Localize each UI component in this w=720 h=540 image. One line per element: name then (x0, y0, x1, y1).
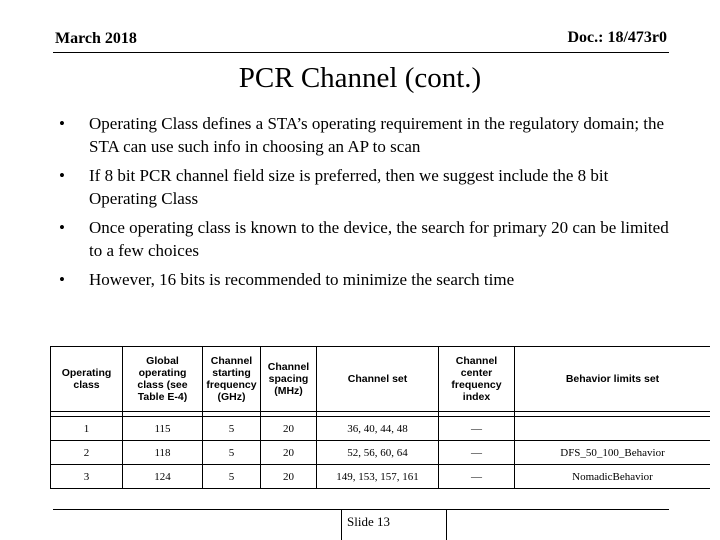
slide-number: Slide 13 (347, 514, 390, 529)
slide-title: PCR Channel (cont.) (238, 62, 482, 94)
table-cell: 115 (123, 417, 203, 441)
header-cell: Global operating class (see Table E-4) (123, 347, 203, 412)
header-cell: Channel set (317, 347, 439, 412)
header-cell: Behavior limits set (515, 347, 711, 412)
table-cell: 124 (123, 465, 203, 489)
header-rule (53, 52, 669, 53)
table-cell: 20 (261, 417, 317, 441)
table-cell: DFS_50_100_Behavior (515, 441, 711, 465)
bullet-item: • However, 16 bits is recommended to minimize the search time (55, 268, 675, 291)
table-row (51, 441, 711, 465)
table-cell: 5 (203, 417, 261, 441)
header-date: March 2018 (55, 30, 137, 47)
table-cell: 5 (203, 465, 261, 489)
header-cell: Channel spacing (MHz) (261, 347, 317, 412)
table-cell: 36, 40, 44, 48 (317, 417, 439, 441)
header-doc-number: Doc.: 18/473r0 (567, 29, 667, 46)
bullet-list (55, 112, 675, 297)
table-cell: NomadicBehavior (515, 465, 711, 489)
table-cell (515, 417, 711, 441)
table-cell: 2 (51, 441, 123, 465)
bullet-item: • Operating Class defines a STA’s operating requirement in the regulatory domain; the STA can use such info in choosing an AP to scan (55, 112, 675, 158)
table-row (51, 465, 711, 489)
table-cell: 149, 153, 157, 161 (317, 465, 439, 489)
header-cell: Channel center frequency index (439, 347, 515, 412)
table-row (51, 417, 711, 441)
table-cell: — (439, 441, 515, 465)
table-cell: 52, 56, 60, 64 (317, 441, 439, 465)
table-cell: 118 (123, 441, 203, 465)
table-cell: — (439, 417, 515, 441)
header-cell: Operating class (51, 347, 123, 412)
table-cell: 5 (203, 441, 261, 465)
slide-number-box (341, 509, 447, 540)
table-cell: 1 (51, 417, 123, 441)
header-cell: Channel starting frequency (GHz) (203, 347, 261, 412)
table-cell: 20 (261, 441, 317, 465)
operating-class-table (50, 346, 710, 492)
bullet-item: • Once operating class is known to the device, the search for primary 20 can be limited to a few choices (55, 216, 675, 262)
table-cell: 20 (261, 465, 317, 489)
table-cell: — (439, 465, 515, 489)
table-header-row (51, 347, 711, 412)
bullet-item: • If 8 bit PCR channel field size is preferred, then we suggest include the 8 bit Operating Class (55, 164, 675, 210)
table-cell: 3 (51, 465, 123, 489)
